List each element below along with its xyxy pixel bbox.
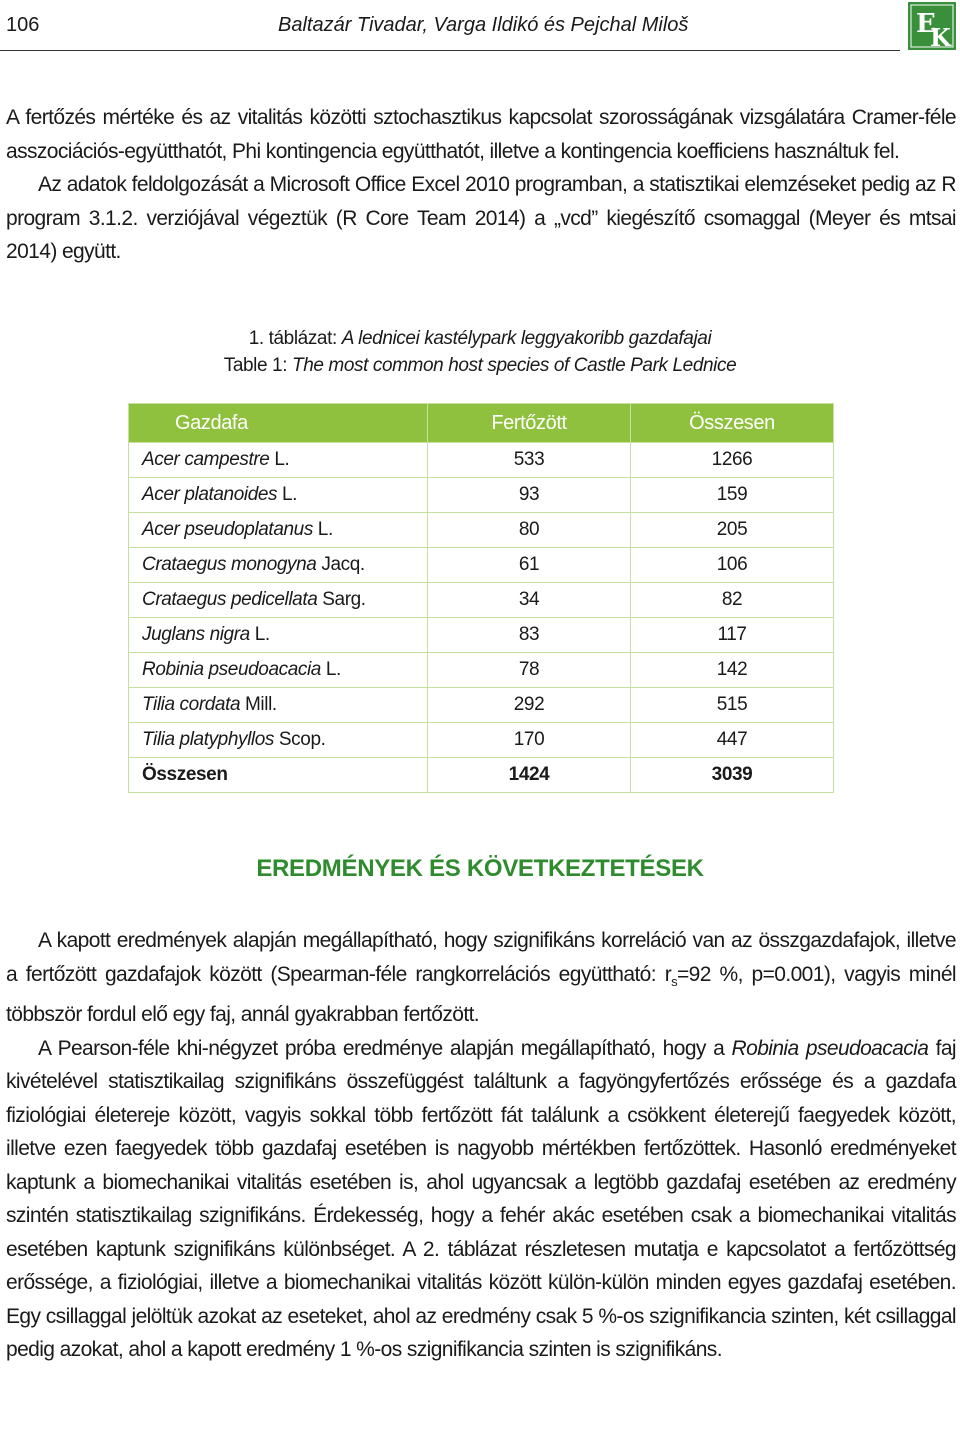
table-caption-en: Table 1: The most common host species of Castle Park Lednice	[223, 355, 737, 376]
column-header-infected: Fertőzött	[428, 404, 631, 443]
header-rule	[0, 50, 900, 51]
infected-count-cell: 80	[428, 513, 631, 548]
page-number: 106	[6, 14, 40, 36]
total-count-cell: 447	[631, 723, 834, 758]
table-row	[129, 653, 834, 688]
intro-text	[6, 101, 956, 269]
total-count-cell: 117	[631, 618, 834, 653]
total-infected-cell: 1424	[428, 758, 631, 793]
host-species-cell: Crataegus monogyna Jacq.	[129, 548, 428, 583]
results-paragraph-2: A Pearson-féle khi-négyzet próba eredménye alapján megállapítható, hogy a Robinia pseudoacacia faj kivételével statisztikailag szignifikáns összefüggést találtunk a fagyöngyfertőzés erőssége és a gazdafa fiziológiai életereje között, vagyis sokkal több fertőzött fát találunk a csökkent életerejű faegyedek között, illetve ezen faegyedek több gazdafaj esetében is nagyobb mértékben fertőzöttek. Hasonló eredményeket kaptunk a biomechanikai vitalitás esetében is, ahol ugyancsak a legtöbb gazdafaj esetében az eredmény szintén statisztikailag szignifikáns. Érdekesség, hogy a fehér akác esetében csak a biomechanikai vitalitás esetében kaptunk szignifikáns különbséget. A 2. táblázat részletesen mutatja e kapcsolatot a fertőzöttség erőssége, a fiziológiai, illetve a biomechanikai vitalitás között külön-külön minden egyes gazdafaj esetében. Egy csillaggal jelöltük azokat az eseteket, ahol az eredmény csak 5 %-os szignifikancia szinten, két csillaggal pedig azokat, ahol a kapott eredmény 1 %-os szignifikancia szinten is szignifikáns.	[6, 1036, 957, 1362]
total-count-cell: 1266	[631, 443, 834, 478]
column-header-host: Gazdafa	[129, 404, 428, 443]
table-row	[129, 688, 834, 723]
svg-text:E: E	[916, 9, 936, 39]
host-species-cell: Acer pseudoplatanus L.	[129, 513, 428, 548]
infected-count-cell: 61	[428, 548, 631, 583]
total-count-cell: 205	[631, 513, 834, 548]
host-species-cell: Robinia pseudoacacia L.	[129, 653, 428, 688]
host-species-cell: Juglans nigra L.	[129, 618, 428, 653]
results-text	[6, 924, 956, 1367]
section-title: EREDMÉNYEK ÉS KÖVETKEZTETÉSEK	[256, 855, 704, 882]
infected-count-cell: 34	[428, 583, 631, 618]
total-count-cell: 82	[631, 583, 834, 618]
intro-paragraph-2: Az adatok feldolgozását a Microsoft Office Excel 2010 programban, a statisztikai elemzéseket pedig az R program 3.1.2. verziójával végeztük (R Core Team 2014) a „vcd” kiegészítő csomaggal (Meyer és mtsai 2014) együtt.	[6, 173, 956, 263]
table-total-row	[129, 758, 834, 793]
host-species-cell: Tilia cordata Mill.	[129, 688, 428, 723]
total-count-cell: 106	[631, 548, 834, 583]
infected-count-cell: 292	[428, 688, 631, 723]
table-header-row	[129, 404, 834, 443]
total-count-cell: 515	[631, 688, 834, 723]
total-count-cell: 159	[631, 478, 834, 513]
results-paragraph-1: A kapott eredmények alapján megállapítható, hogy szignifikáns korreláció van az összgazdafajok, illetve a fertőzött gazdafajok között (Spearman-féle rangkorrelációs együttható: $r_s=92$ %, p=0.001), vagyis minél többször fordul elő egy faj, annál gyakrabban fertőzött.	[6, 929, 956, 1027]
table-caption-hu: 1. táblázat: A lednicei kastélypark leggyakoribb gazdafajai	[248, 328, 712, 349]
column-header-total: Összesen	[631, 404, 834, 443]
svg-text:K: K	[930, 23, 951, 50]
table-row	[129, 723, 834, 758]
intro-paragraph-1: A fertőzés mértéke és az vitalitás közötti sztochasztikus kapcsolat szorosságának vizsgálatára Cramer-féle asszociációs-együtthatót, Phi kontingencia együtthatót, illetve a kontingencia koefficiens használtuk fel.	[6, 106, 956, 163]
table-row	[129, 443, 834, 478]
total-count-cell: 142	[631, 653, 834, 688]
table-row	[129, 478, 834, 513]
host-species-cell: Acer platanoides L.	[129, 478, 428, 513]
infected-count-cell: 83	[428, 618, 631, 653]
grand-total-cell: 3039	[631, 758, 834, 793]
infected-count-cell: 170	[428, 723, 631, 758]
infected-count-cell: 533	[428, 443, 631, 478]
infected-count-cell: 93	[428, 478, 631, 513]
host-species-cell: Crataegus pedicellata Sarg.	[129, 583, 428, 618]
host-species-cell: Tilia platyphyllos Scop.	[129, 723, 428, 758]
host-species-cell: Acer campestre L.	[129, 443, 428, 478]
table-row	[129, 618, 834, 653]
page-header	[0, 0, 960, 52]
table-row	[129, 548, 834, 583]
table-row	[129, 583, 834, 618]
total-label-cell: Összesen	[129, 758, 428, 793]
table-row	[129, 513, 834, 548]
host-species-table	[128, 403, 834, 793]
running-authors: Baltazár Tivadar, Varga Ildikó és Pejchal Miloš	[278, 14, 689, 36]
journal-logo	[908, 2, 956, 50]
infected-count-cell: 78	[428, 653, 631, 688]
